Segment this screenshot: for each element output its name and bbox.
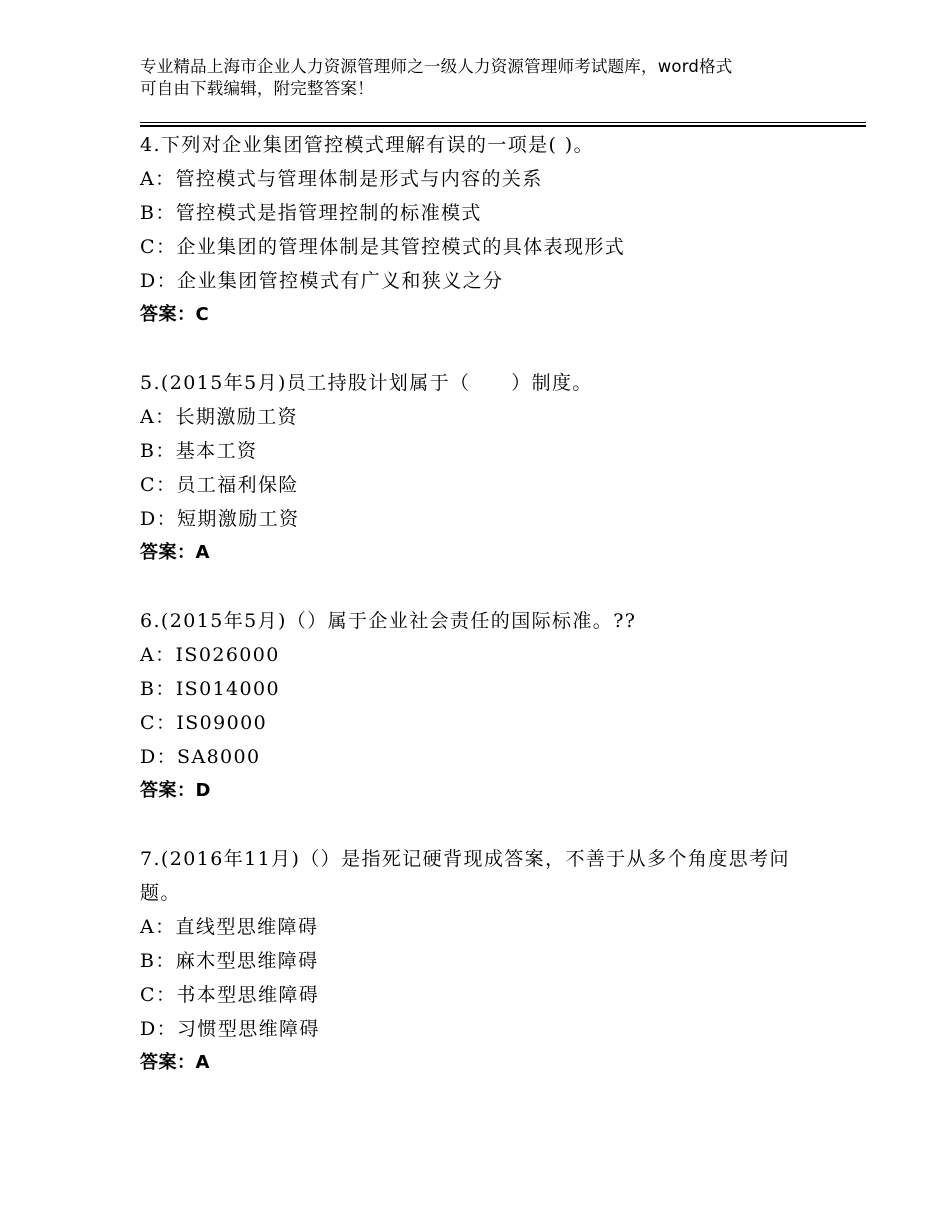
option-c: C：企业集团的管理体制是其管控模式的具体表现形式 [140,236,626,258]
option-d: D：习惯型思维障碍 [140,1018,320,1040]
answer-label: 答案：C [140,304,210,325]
answer-label: 答案：A [140,542,210,563]
option-b: B：管控模式是指管理控制的标准模式 [140,202,482,224]
option-a: A：IS026000 [140,644,280,666]
option-c: C：IS09000 [140,712,268,734]
header-rule-thick [140,125,866,127]
option-b: B：麻木型思维障碍 [140,950,319,972]
header-rule-thin [140,122,866,123]
question-text: 6.(2015年5月)（）属于企业社会责任的国际标准。?? [140,610,637,632]
option-a: A：长期激励工资 [140,406,298,428]
answer-label: 答案：A [140,1052,210,1073]
option-b: B：IS014000 [140,678,281,700]
question-text: 7.(2016年11月)（）是指死记硬背现成答案，不善于从多个角度思考问题。 [140,848,790,904]
option-c: C：员工福利保险 [140,474,299,496]
question-gap [140,808,840,842]
question-5 [140,366,840,570]
option-d: D：企业集团管控模式有广义和狭义之分 [140,270,504,292]
option-a: A：直线型思维障碍 [140,916,319,938]
question-text: 4.下列对企业集团管控模式理解有误的一项是( )。 [140,134,594,156]
option-a: A：管控模式与管理体制是形式与内容的关系 [140,168,543,190]
option-b: B：基本工资 [140,440,258,462]
header-line-2: 可自由下载编辑，附完整答案！ [140,79,374,98]
document-header [140,56,840,100]
question-6 [140,604,840,808]
question-gap [140,570,840,604]
answer-label: 答案：D [140,780,211,801]
option-d: D：SA8000 [140,746,261,768]
question-gap [140,332,840,366]
option-d: D：短期激励工资 [140,508,300,530]
question-list [140,128,840,1080]
header-line-1: 专业精品上海市企业人力资源管理师之一级人力资源管理师考试题库，word格式 [140,57,733,76]
question-4 [140,128,840,332]
question-7 [140,842,840,1080]
question-text: 5.(2015年5月)员工持股计划属于（ ）制度。 [140,372,593,394]
option-c: C：书本型思维障碍 [140,984,320,1006]
